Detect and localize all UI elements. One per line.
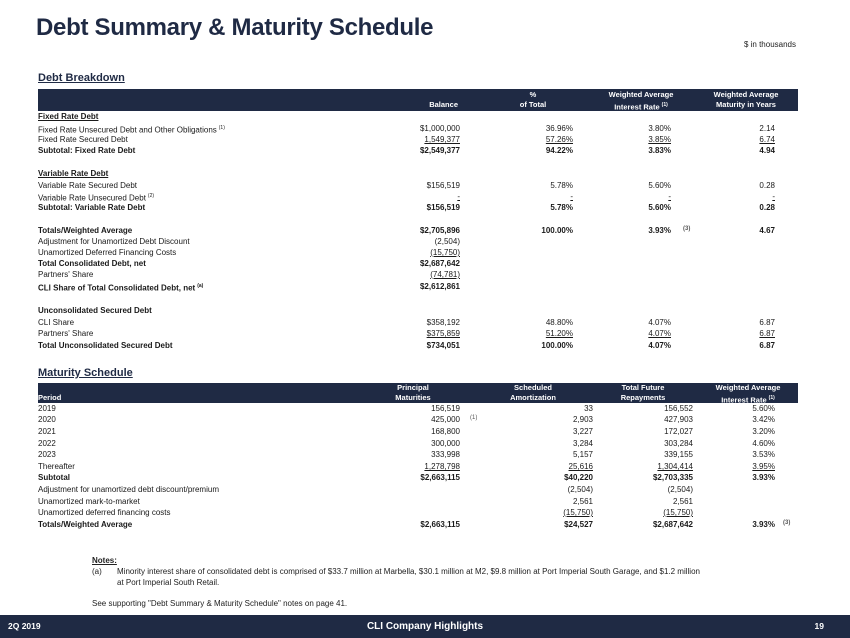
adj-row: Unamortized mark-to-market 2,561 2,561 xyxy=(38,497,693,506)
note-a-line1: Minority interest share of consolidated debt is comprised of $33.7 million at Marbella, $30.1 million at M2, $9.8 million at Port Imperial South Garage, and $1.2 million xyxy=(117,567,700,576)
unconsolidated-heading: Unconsolidated Secured Debt xyxy=(38,306,152,315)
fixed-subtotal-row: Subtotal: Fixed Rate Debt $2,549,377 94.22% 3.83% 4.94 xyxy=(38,146,775,155)
header-scheduled-line2: Amortization xyxy=(510,393,556,402)
table-row: 2019 156,519 33 156,552 5.60% xyxy=(38,404,775,413)
maturity-table-header xyxy=(38,383,798,403)
table-row: 2023 333,998 5,157 339,155 3.53% xyxy=(38,450,775,459)
header-rate-line2: Interest Rate $^{(1)}$ xyxy=(614,102,668,112)
unamortized-financing-row: Unamortized Deferred Financing Costs (15,750) xyxy=(38,248,460,257)
table-row: Variable Rate Secured Debt $156,519 5.78% 5.60% 0.28 xyxy=(38,181,775,190)
units-note: $ in thousands xyxy=(743,40,796,49)
notes-title: Notes: xyxy=(92,556,117,565)
table-row: Fixed Rate Unsecured Debt and Other Obligations $^{(1)}$ $1,000,000 36.96% 3.80% 2.14 xyxy=(38,124,775,135)
variable-rate-heading: Variable Rate Debt xyxy=(38,169,109,178)
supporting-note: See supporting "Debt Summary & Maturity Schedule" notes on page 41. xyxy=(92,599,348,608)
partners-share-row: Partners' Share (74,781) xyxy=(38,270,460,279)
footer-period: 2Q 2019 xyxy=(8,621,41,631)
unconsolidated-total-row: Total Unconsolidated Secured Debt $734,051 100.00% 4.07% 6.87 xyxy=(38,341,775,350)
header-future-line2: Repayments xyxy=(620,393,666,402)
maturity-schedule-title: Maturity Schedule xyxy=(38,367,133,379)
total-consolidated-row: Total Consolidated Debt, net $2,687,642 xyxy=(38,259,460,268)
header-maturity-line1: Weighted Average xyxy=(713,90,779,99)
table-row: Thereafter 1,278,798 25,616 1,304,414 3.95% xyxy=(38,462,775,471)
page-title: Debt Summary & Maturity Schedule xyxy=(36,14,434,41)
debt-totals-row: Totals/Weighted Average $2,705,896 100.00% 3.93% (3) 4.67 xyxy=(38,226,775,235)
header-future-line1: Total Future xyxy=(621,383,665,392)
note-a-line2: at Port Imperial South Retail. xyxy=(117,578,220,587)
header-scheduled-line1: Scheduled xyxy=(514,383,552,392)
debt-table-header xyxy=(38,89,798,111)
maturity-subtotal-row: Subtotal $2,663,115 $40,220 $2,703,335 3.93% xyxy=(38,473,775,482)
header-principal-line2: Maturities xyxy=(395,393,431,402)
header-mat-rate-line1: Weighted Average xyxy=(715,383,781,392)
fixed-rate-heading: Fixed Rate Debt xyxy=(38,112,99,121)
header-principal-line1: Principal xyxy=(397,383,429,392)
table-row: 2020 425,000 (1) 2,903 427,903 3.42% xyxy=(38,415,775,424)
table-row: 2021 168,800 3,227 172,027 3.20% xyxy=(38,427,775,436)
header-pct-line1: % xyxy=(529,90,537,99)
header-balance: Balance xyxy=(429,100,458,109)
adj-row: Unamortized deferred financing costs (15,750) (15,750) xyxy=(38,508,693,517)
header-mat-rate-line2: Interest Rate $^{(1)}$ xyxy=(721,395,775,405)
page-number: 19 xyxy=(814,621,824,631)
adj-row: Adjustment for unamortized debt discount/premium (2,504) (2,504) xyxy=(38,485,693,494)
header-maturity-line2: Maturity in Years xyxy=(716,100,776,109)
maturity-totals-row: Totals/Weighted Average $2,663,115 $24,527 $2,687,642 3.93% (3) xyxy=(38,520,791,529)
adj-discount-row: Adjustment for Unamortized Debt Discount (2,504) xyxy=(38,237,460,246)
principal-footnote: (1) xyxy=(470,415,478,421)
table-row: Fixed Rate Secured Debt 1,549,377 57.26% 3.85% 6.74 xyxy=(38,135,775,144)
footer-center-title: CLI Company Highlights xyxy=(366,621,484,632)
footer-bar xyxy=(0,615,850,638)
header-pct-line2: of Total xyxy=(519,100,547,109)
debt-breakdown-title: Debt Breakdown xyxy=(38,72,125,84)
header-rate-line1: Weighted Average xyxy=(608,90,674,99)
table-row: Variable Rate Unsecured Debt $^{(2)}$ - - - - xyxy=(38,192,775,203)
note-a-marker: (a) xyxy=(92,567,102,576)
debt-totals-rate-footnote: (3) xyxy=(683,226,691,232)
table-row: Partners' Share $375,859 51.20% 4.07% 6.87 xyxy=(38,329,775,338)
maturity-totals-rate-footnote: (3) xyxy=(783,520,791,526)
table-row: CLI Share $358,192 48.80% 4.07% 6.87 xyxy=(38,318,775,327)
cli-share-row: CLI Share of Total Consolidated Debt, net $^{(a)}$ $2,612,861 xyxy=(38,282,460,293)
header-period: Period xyxy=(38,393,62,402)
table-row: 2022 300,000 3,284 303,284 4.60% xyxy=(38,439,775,448)
variable-subtotal-row: Subtotal: Variable Rate Debt $156,519 5.78% 5.60% 0.28 xyxy=(38,203,775,212)
